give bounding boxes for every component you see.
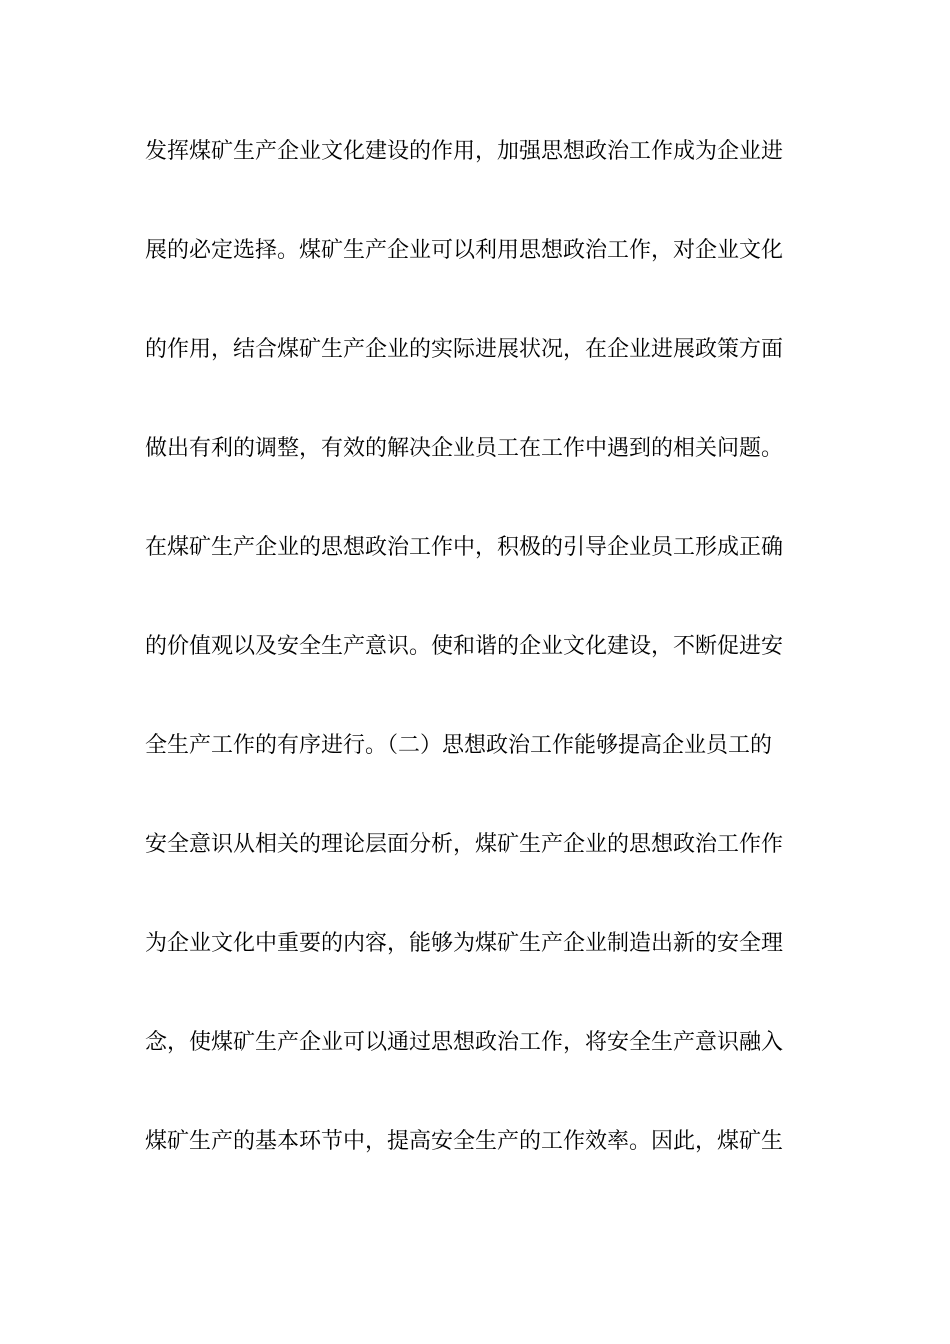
text-line-1: 发挥煤矿生产企业文化建设的作用，加强思想政治工作成为企业进 — [145, 139, 784, 164]
text-line-2: 展的必定选择。煤矿生产企业可以利用思想政治工作，对企业文化 — [145, 238, 784, 263]
text-line-5: 在煤矿生产企业的思想政治工作中，积极的引导企业员工形成正确 — [145, 535, 784, 560]
text-line-7: 全生产工作的有序进行。（二）思想政治工作能够提高企业员工的 — [145, 733, 773, 758]
text-line-11: 煤矿生产的基本环节中，提高安全生产的工作效率。因此，煤矿生 — [145, 1129, 784, 1154]
text-line-3: 的作用，结合煤矿生产企业的实际进展状况，在企业进展政策方面 — [145, 337, 784, 362]
text-line-8: 安全意识从相关的理论层面分析，煤矿生产企业的思想政治工作作 — [145, 832, 784, 857]
text-line-10: 念，使煤矿生产企业可以通过思想政治工作，将安全生产意识融入 — [145, 1030, 784, 1055]
text-line-4: 做出有利的调整，有效的解决企业员工在工作中遇到的相关问题。 — [145, 436, 784, 461]
text-line-6: 的价值观以及安全生产意识。使和谐的企业文化建设，不断促进安 — [145, 634, 784, 659]
text-line-9: 为企业文化中重要的内容，能够为煤矿生产企业制造出新的安全理 — [145, 931, 784, 956]
